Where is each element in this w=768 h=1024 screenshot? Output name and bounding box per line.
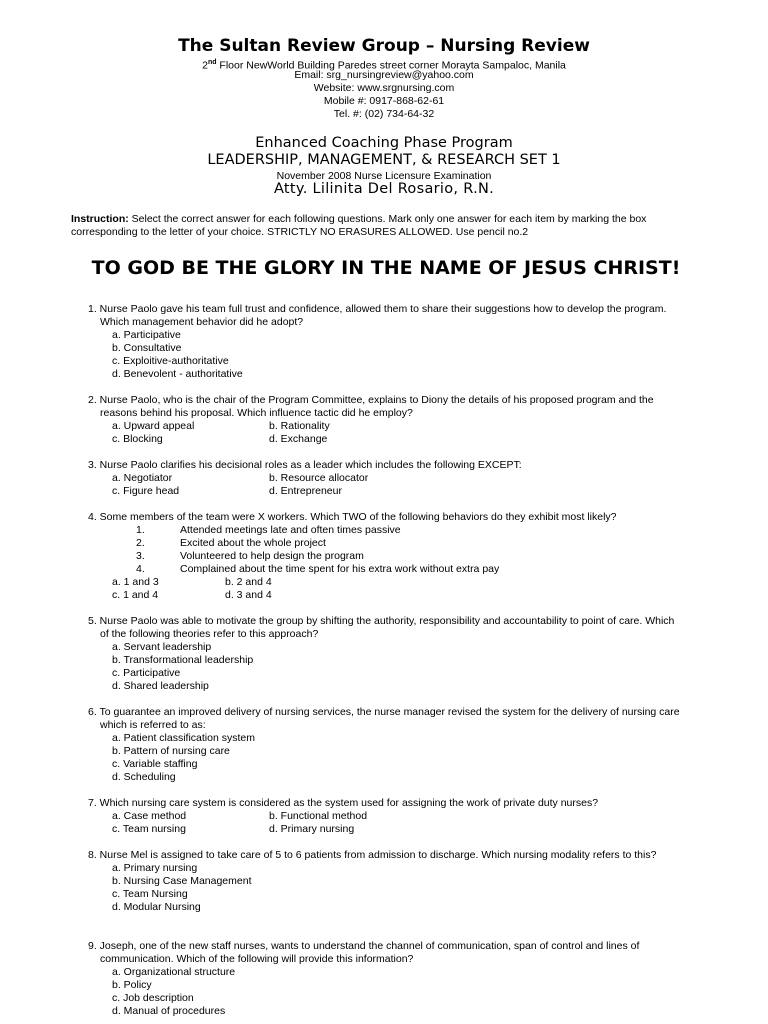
question-3 xyxy=(88,459,680,498)
tel-line: Tel. #: (02) 734-64-32 xyxy=(333,108,435,120)
list-item: 1. Attended meetings late and often times passive xyxy=(136,524,401,536)
question-6 xyxy=(88,706,680,784)
answer-option: a. Participative xyxy=(112,329,181,341)
question-1 xyxy=(88,303,680,381)
answer-option: c. Participative xyxy=(112,667,181,679)
answer-option: d. Shared leadership xyxy=(112,680,209,692)
answer-option: a. Upward appeal xyxy=(112,420,195,432)
banner-heading: TO GOD BE THE GLORY IN THE NAME OF JESUS CHRIST! xyxy=(91,257,681,279)
instruction-label: Instruction: xyxy=(71,213,129,225)
answer-option: a. Servant leadership xyxy=(112,641,212,653)
question-4 xyxy=(88,511,680,602)
question-stem: 9. Joseph, one of the new staff nurses, wants to understand the channel of communication, span of control and lines of communication. Which of the following will provide this information? xyxy=(88,940,640,965)
question-9 xyxy=(88,940,680,1018)
answer-option: d. Primary nursing xyxy=(269,823,355,835)
question-stem: 7. Which nursing care system is considered as the system used for assigning the work of private duty nurses? xyxy=(88,797,599,809)
answer-option: d. Scheduling xyxy=(112,771,176,783)
answer-option: b. 2 and 4 xyxy=(225,576,272,588)
answer-option: b. Policy xyxy=(112,979,152,991)
list-item: 3. Volunteered to help design the program xyxy=(136,550,364,562)
answer-option: c. Team nursing xyxy=(112,823,186,835)
program-set: LEADERSHIP, MANAGEMENT, & RESEARCH SET 1 xyxy=(207,152,561,168)
answer-option: b. Rationality xyxy=(269,420,330,432)
question-8 xyxy=(88,849,680,914)
answer-option: b. Resource allocator xyxy=(269,472,369,484)
question-stem: 8. Nurse Mel is assigned to take care of 5 to 6 patients from admission to discharge. Which nursing modality refers to this? xyxy=(88,849,657,861)
question-stem: 2. Nurse Paolo, who is the chair of the Program Committee, explains to Diony the details of his proposed program and the reasons behind his proposal. Which influence tactic did he employ? xyxy=(88,394,654,419)
answer-option: d. Exchange xyxy=(269,433,328,445)
answer-option: d. Manual of procedures xyxy=(112,1005,226,1017)
answer-option: d. Entrepreneur xyxy=(269,485,342,497)
answer-option: c. Figure head xyxy=(112,485,180,497)
answer-option: d. Benevolent - authoritative xyxy=(112,368,243,380)
question-stem: 3. Nurse Paolo clarifies his decisional roles as a leader which includes the following EXCEPT: xyxy=(88,459,522,471)
answer-option: b. Functional method xyxy=(269,810,368,822)
answer-option: b. Pattern of nursing care xyxy=(112,745,230,757)
answer-option: a. Case method xyxy=(112,810,187,822)
answer-option: c. Blocking xyxy=(112,433,163,445)
answer-option: d. Modular Nursing xyxy=(112,901,201,913)
question-5 xyxy=(88,615,680,693)
answer-option: c. Exploitive-authoritative xyxy=(112,355,229,367)
mobile-line: Mobile #: 0917-868-62-61 xyxy=(323,95,445,107)
exam-date: November 2008 Nurse Licensure Examination xyxy=(276,170,492,182)
answer-option: b. Consultative xyxy=(112,342,182,354)
answer-option: a. Negotiator xyxy=(112,472,173,484)
email-line: Email: srg_nursingreview@yahoo.com xyxy=(294,69,474,81)
question-stem: 4. Some members of the team were X workers. Which TWO of the following behaviors do they exhibit most likely? xyxy=(88,511,617,523)
answer-option: b. Transformational leadership xyxy=(112,654,254,666)
answer-option: c. 1 and 4 xyxy=(112,589,159,601)
program-name: Enhanced Coaching Phase Program xyxy=(255,135,513,151)
question-stem: 6. To guarantee an improved delivery of nursing services, the nurse manager revised the system for the delivery of nursing care which is referred to as: xyxy=(88,706,680,731)
answer-option: b. Nursing Case Management xyxy=(112,875,252,887)
question-stem: 1. Nurse Paolo gave his team full trust and confidence, allowed them to share their suggestions how to develop the program. Which management behavior did he adopt? xyxy=(88,303,667,328)
lecturer-name: Atty. Lilinita Del Rosario, R.N. xyxy=(273,181,495,197)
answer-option: c. Job description xyxy=(112,992,194,1004)
behavior-list xyxy=(88,524,680,576)
instruction-paragraph xyxy=(71,213,711,238)
answer-option: c. Variable staffing xyxy=(112,758,198,770)
question-7 xyxy=(88,797,680,836)
list-item: 4. Complained about the time spent for his extra work without extra pay xyxy=(136,563,500,575)
website-line: Website: www.srgnursing.com xyxy=(313,82,455,94)
question-2 xyxy=(88,394,680,446)
address-line: 2nd Floor NewWorld Building Paredes street corner Morayta Sampaloc, Manila xyxy=(202,59,566,72)
question-stem: 5. Nurse Paolo was able to motivate the group by shifting the authority, responsibility and accountability to point of care. Which of the following theories refer to this approach? xyxy=(88,615,675,640)
answer-option: d. 3 and 4 xyxy=(225,589,272,601)
answer-option: a. 1 and 3 xyxy=(112,576,159,588)
answer-option: a. Organizational structure xyxy=(112,966,236,978)
organization-title: The Sultan Review Group – Nursing Review xyxy=(178,36,590,56)
list-item: 2. Excited about the whole project xyxy=(136,537,326,549)
answer-option: c. Team Nursing xyxy=(112,888,188,900)
instruction-text: Select the correct answer for each following questions. Mark only one answer for each item by marking the box corresponding to the letter of your choice. STRICTLY NO ERASURES ALLOWED. Use pencil no.2 xyxy=(71,213,647,238)
answer-option: a. Patient classification system xyxy=(112,732,255,744)
answer-option: a. Primary nursing xyxy=(112,862,198,874)
